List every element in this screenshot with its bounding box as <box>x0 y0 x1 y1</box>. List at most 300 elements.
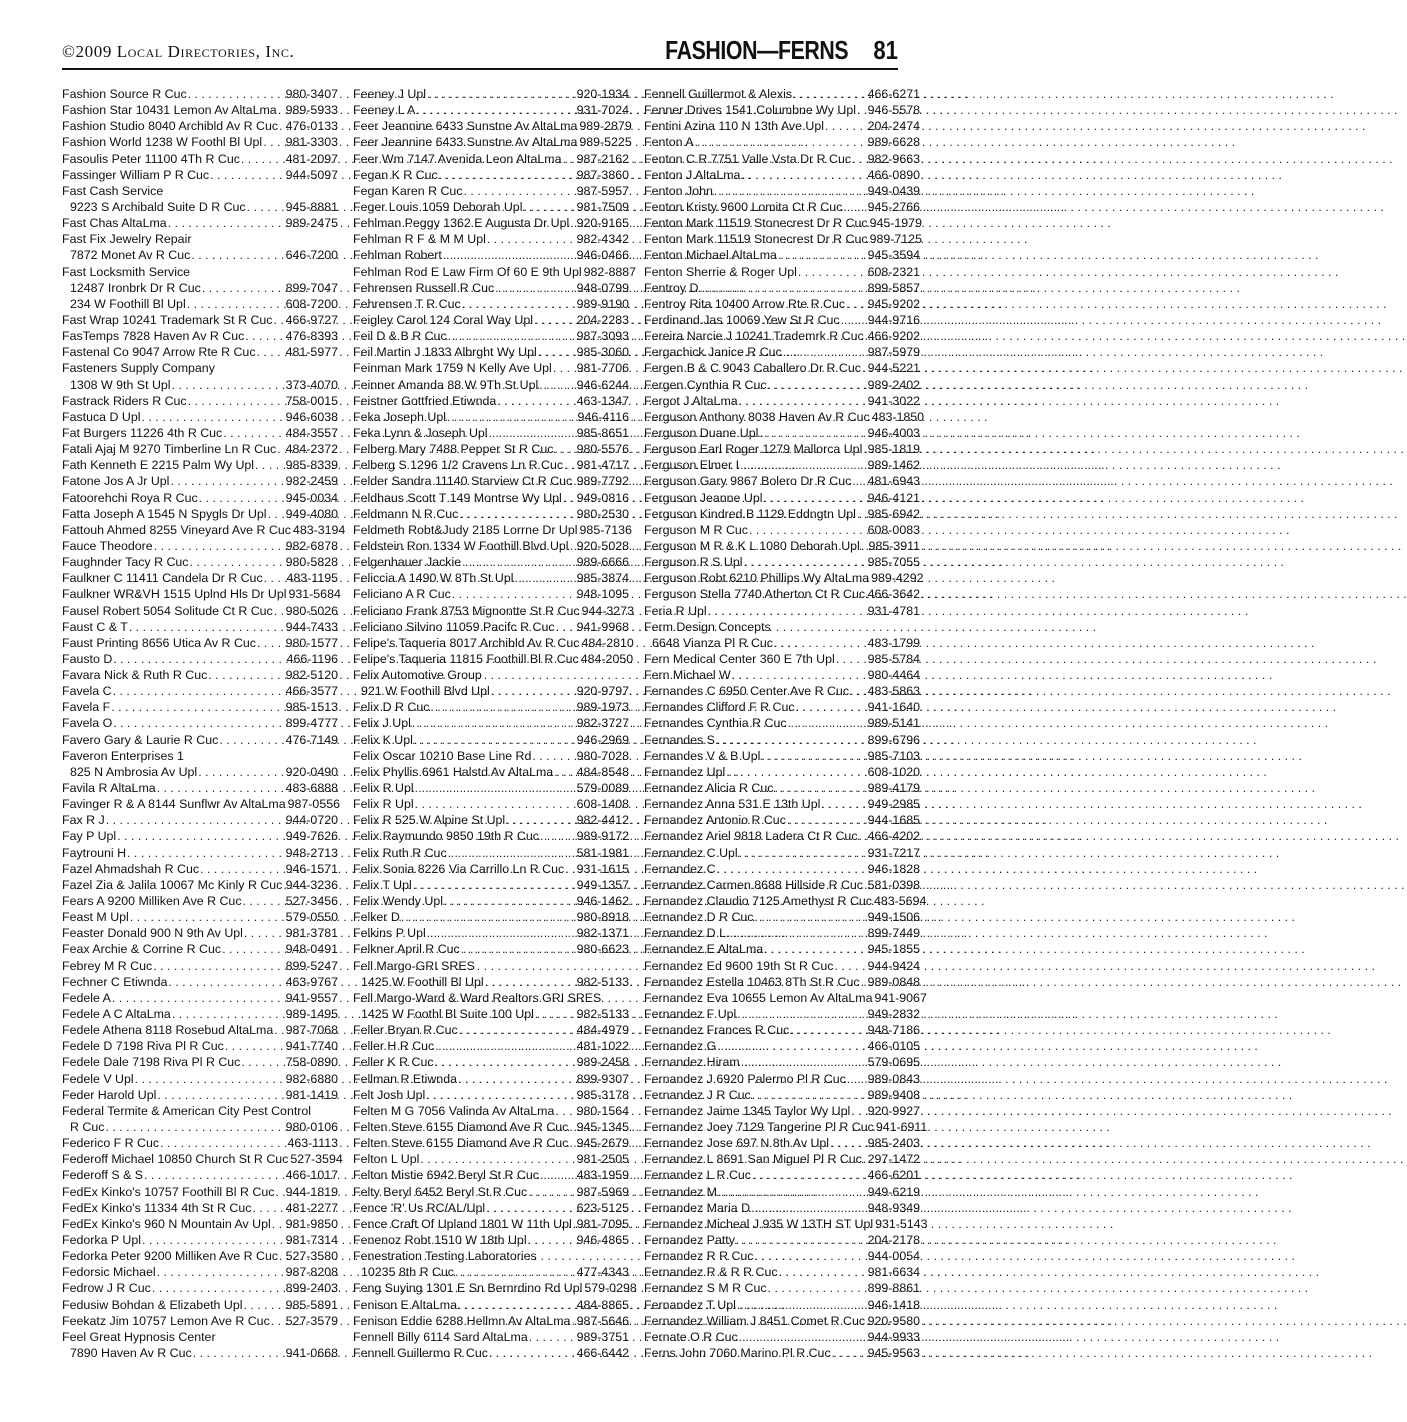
listing-name: Fenison Eddie 6288 Hellmn Av AltaLma <box>353 1313 571 1328</box>
listing-phone: 463-9767 <box>285 974 338 989</box>
listing-name: Fentroy D <box>644 280 699 295</box>
listing-phone: 931-1615 <box>576 861 629 876</box>
listing-phone: 944-7433 <box>285 619 338 634</box>
listing-phone: 483-3194 <box>292 522 346 537</box>
listing-entry <box>62 296 338 312</box>
dot-leader <box>777 247 868 263</box>
listing-name: Fay P Upl <box>62 829 117 844</box>
listing-phone: 945-1345 <box>576 1120 629 1134</box>
dot-leader <box>412 877 577 893</box>
listing-entry <box>644 990 927 1006</box>
dot-leader <box>537 344 577 360</box>
listing-entry <box>62 1184 338 1200</box>
listing-phone: 945-0034 <box>285 490 338 505</box>
dot-leader <box>829 1135 868 1151</box>
listing-entry <box>62 990 338 1006</box>
listing-phone: 373-4070 <box>285 377 338 392</box>
listing-entry <box>62 603 338 619</box>
dot-leader <box>754 1248 868 1264</box>
listing-entry <box>644 877 920 893</box>
listing-name: Fernandez L R Cuc <box>644 1168 751 1183</box>
listing-name: 1425 W Foothill Bl Upl <box>361 974 484 989</box>
listing-phone: 899-7047 <box>285 280 338 295</box>
listing-entry <box>62 328 338 344</box>
listing-name: Fenton A <box>644 135 694 150</box>
dot-leader <box>742 554 867 570</box>
listing-entry <box>644 1151 920 1167</box>
listing-name: Feeney J Upl <box>353 87 427 101</box>
dot-leader <box>694 134 868 150</box>
listing-phone: 980-3407 <box>285 87 338 101</box>
dot-leader <box>490 683 577 699</box>
listing-entry <box>62 974 338 990</box>
listing-phone: 982-5133 <box>576 974 629 989</box>
listing-heading <box>62 231 338 247</box>
listing-name: Fence Craft Of Upland 1801 W 11th Upl <box>353 1216 572 1231</box>
listing-entry <box>62 1280 338 1296</box>
listing-phone: 980-5828 <box>285 555 338 570</box>
listing-entry <box>644 1200 920 1216</box>
listing-name: Feldhaus Scott T 149 Montrse Wy Upl <box>353 490 562 505</box>
listing-name: Federoff S & S <box>62 1168 144 1183</box>
listing-name: Fattouh Ahmed 8255 Vineyard Ave R Cuc <box>62 522 291 537</box>
listing-entry <box>62 554 338 570</box>
listing-entry <box>644 1297 920 1313</box>
listing-entry <box>644 151 920 167</box>
dot-leader <box>760 748 867 764</box>
listing-name: Fernandez Estella 10463 8Th St R Cuc <box>644 974 860 989</box>
listing-entry <box>644 473 920 489</box>
listing-name: Feka Lynn & Joseph Upl <box>353 425 488 440</box>
listing-entry <box>353 1264 629 1280</box>
listing-phone: 985-3060 <box>576 345 629 360</box>
listing-name: Fernandez R & R R Cuc <box>644 1265 778 1280</box>
dot-leader <box>400 909 577 925</box>
dot-leader <box>156 780 286 796</box>
listing-phone: 982-4342 <box>576 232 629 247</box>
listing-heading <box>353 958 629 974</box>
listing-entry <box>62 1119 338 1135</box>
listing-phone: 989-9408 <box>867 1087 920 1102</box>
listing-entry <box>644 1167 920 1183</box>
listing-name: Feller Bryan R Cuc <box>353 1023 458 1038</box>
listing-phone: 948-0799 <box>576 280 629 295</box>
dot-leader <box>748 522 868 538</box>
listing-entry <box>62 312 338 328</box>
listing-entry <box>62 635 338 651</box>
dot-leader <box>564 861 576 877</box>
listing-phone: 946-4116 <box>577 409 629 424</box>
listing-entry <box>62 1297 338 1313</box>
listing-name: Fernandes Clifford F R Cuc <box>644 700 795 715</box>
listing-entry <box>644 1280 920 1296</box>
listing-name: Feliciano A R Cuc <box>353 587 451 602</box>
listing-entry <box>353 344 629 360</box>
listing-name: FedEx Kinko's 11334 4th St R Cuc <box>62 1200 252 1215</box>
dot-leader <box>461 554 576 570</box>
listing-name: Felix D R Cuc <box>353 700 430 715</box>
listing-name: Favero Gary & Laurie R Cuc <box>62 732 219 747</box>
listing-entry <box>353 215 629 231</box>
listing-name: Felix Wendy Upl <box>353 894 443 909</box>
listing-name: Fenenoz Robt 1510 W 18th Upl <box>353 1232 527 1247</box>
listing-entry <box>353 554 629 570</box>
listing-phone: 483-1850 <box>871 409 925 424</box>
listing-name: Favela O <box>62 716 113 731</box>
listing-phone: 944-3273 <box>581 603 634 618</box>
listing-phone: 946-5578 <box>867 103 920 118</box>
listing-name: Fenton C R 7751 Valle Vsta Dr R Cuc <box>644 151 852 166</box>
listing-phone: 989-3751 <box>576 1329 629 1344</box>
listing-entry <box>62 1264 338 1280</box>
dot-leader <box>715 732 868 748</box>
listing-entry <box>644 1264 920 1280</box>
listing-entry <box>353 457 629 473</box>
dot-leader <box>740 1054 868 1070</box>
running-head: FASHION—FERNS <box>664 35 848 65</box>
listing-name: Fernandes Cynthia R Cuc <box>644 716 787 731</box>
listing-name: Fernandez Frances R Cuc <box>644 1023 790 1038</box>
dot-leader <box>751 1167 868 1183</box>
listing-entry <box>353 167 629 183</box>
listing-phone: 989-0848 <box>867 974 920 989</box>
listing-name: Fernandez Upl <box>644 764 726 779</box>
listing-entry <box>644 377 920 393</box>
listing-name: R Cuc <box>70 1120 105 1134</box>
listing-phone: 941-7740 <box>285 1039 338 1054</box>
listing-phone: 980-2530 <box>576 506 629 521</box>
listing-entry <box>62 344 338 360</box>
listing-phone: 481-5977 <box>285 345 338 360</box>
dot-leader <box>797 264 868 280</box>
listing-entry <box>644 845 920 861</box>
listing-phone: 899-7449 <box>867 926 920 941</box>
listing-entry <box>353 473 629 489</box>
listing-name: Fedele A <box>62 990 111 1005</box>
dot-leader <box>856 506 868 522</box>
listing-name: Fernandez Jaime 1345 Taylor Wy Upl <box>644 1103 851 1118</box>
listing-heading <box>644 619 920 635</box>
dot-leader <box>199 861 286 877</box>
dot-leader <box>792 86 868 102</box>
dot-leader <box>553 764 576 780</box>
listing-entry <box>353 748 629 764</box>
dot-leader <box>463 183 577 199</box>
listing-name: Fauce Theodore <box>62 538 153 553</box>
listing-name: Favinger R & A 8144 Sunflwr Av AltaLma <box>62 797 286 812</box>
dot-leader <box>159 1135 287 1151</box>
listing-phone: 946-1462 <box>576 894 629 909</box>
listing-entry <box>644 1103 920 1119</box>
listing-phone: 466-6442 <box>576 1345 629 1360</box>
listing-phone: 982-4412 <box>576 813 629 828</box>
dot-leader <box>786 812 868 828</box>
listing-phone: 646-7200 <box>285 248 338 263</box>
listing-entry <box>644 296 920 312</box>
listing-name: Ferguson Earl Roger 1279 Mallorca Upl <box>644 442 863 457</box>
listing-entry <box>62 1022 338 1038</box>
listing-name: Fashion Star 10431 Lemon Av AltaLma <box>62 103 277 118</box>
listing-name: Felkner April R Cuc <box>353 942 460 957</box>
listing-phone: 481-2277 <box>285 1200 338 1215</box>
listing-phone: 476-8393 <box>285 329 338 344</box>
listing-name: Fazel Zia & Jalila 10067 Mc Kinly R Cuc <box>62 877 283 892</box>
listing-entry <box>644 748 920 764</box>
listing-name: Fenton J AltaLma <box>644 167 741 182</box>
listing-heading <box>62 1329 338 1345</box>
dot-leader <box>698 280 867 296</box>
listing-phone: 982-5120 <box>285 668 338 683</box>
dot-leader <box>277 102 286 118</box>
listing-entry <box>353 199 629 215</box>
listing-name: Feast M Upl <box>62 910 129 925</box>
listing-name: Felberg S 1296 1/2 Cravens Ln R Cuc <box>353 458 564 473</box>
listing-name: 7872 Monet Av R Cuc <box>70 248 191 263</box>
dot-leader <box>835 651 868 667</box>
listing-phone: 941-3022 <box>867 393 920 408</box>
dot-leader <box>845 296 868 312</box>
listing-entry <box>62 215 338 231</box>
listing-entry <box>644 651 920 667</box>
listing-phone: 466-1196 <box>286 651 338 666</box>
listing-name: Ferguson Robt 6210 Phillips Wy AltaLma <box>644 571 870 586</box>
dot-leader <box>554 1103 576 1119</box>
listing-entry <box>353 1087 629 1103</box>
listing-name: Fenton Mark 11519 Stonecrest Dr R Cuc <box>644 232 868 247</box>
dot-leader <box>824 118 868 134</box>
listing-phone: 466-3642 <box>867 587 920 602</box>
listing-phone: 946-0466 <box>576 248 629 263</box>
listing-phone: 527-3594 <box>290 1152 343 1167</box>
listing-name: Faust Printing 8656 Utica Av R Cuc <box>62 635 256 650</box>
listing-entry <box>353 1022 629 1038</box>
listing-entry <box>644 506 920 522</box>
dot-leader <box>713 183 868 199</box>
listing-phone: 944-3236 <box>285 877 338 892</box>
listing-phone: 985-3178 <box>576 1087 629 1102</box>
listing-name: Feka Joseph Upl <box>353 409 446 424</box>
listing-entry <box>644 635 920 651</box>
dot-leader <box>197 764 285 780</box>
dot-leader <box>414 780 577 796</box>
listing-phone: 981-7706 <box>576 361 629 376</box>
listing-name: Ferguson M R Cuc <box>644 522 748 537</box>
dot-leader <box>429 699 576 715</box>
dot-leader <box>496 393 576 409</box>
listing-phone: 481-6943 <box>867 474 920 489</box>
listing-phone: 466-4202 <box>867 829 920 844</box>
listing-name: Felix Phyllis 6961 Halstd Av AltaLma <box>353 764 554 779</box>
listing-entry <box>353 1071 629 1087</box>
listing-phone: 204-2283 <box>576 312 629 327</box>
dot-leader <box>505 812 576 828</box>
listing-name: Fereira Narcie J 10241 Trademrk R Cuc <box>644 329 864 344</box>
listing-phone: 949-6219 <box>867 1184 920 1199</box>
listing-name: Feliciano Frank 8753 Mignontte St R Cuc <box>353 603 580 618</box>
listing-name: Fernandez Anna 531 E 13th Upl <box>644 797 821 812</box>
listing-phone: 758-0015 <box>285 393 338 408</box>
listing-name: Fennell Billy 6114 Sard AltaLma <box>353 1329 528 1344</box>
dot-leader <box>763 941 867 957</box>
listing-phone: 608-1408 <box>576 797 629 812</box>
listing-entry <box>353 683 629 699</box>
listing-entry <box>62 1232 338 1248</box>
listing-entry <box>62 377 338 393</box>
listing-name: Fernandez F Upl <box>644 1007 737 1022</box>
dot-leader <box>716 861 868 877</box>
listing-name: Felix R Upl <box>353 781 414 796</box>
listing-entry <box>644 732 920 748</box>
dot-leader <box>438 167 577 183</box>
listing-phone: 466-1017 <box>285 1168 338 1183</box>
dot-leader <box>262 134 285 150</box>
listing-entry <box>644 1345 920 1361</box>
listing-phone: 948-0491 <box>285 942 338 957</box>
listing-phone: 466-6271 <box>867 87 920 101</box>
listing-phone: 949-2985 <box>867 797 920 812</box>
listing-entry <box>353 893 629 909</box>
listing-phone: 989-9190 <box>576 296 629 311</box>
listing-name: Fegan K R Cuc <box>353 167 438 182</box>
listing-phone: 982-3727 <box>576 716 629 731</box>
dot-leader <box>842 199 867 215</box>
listing-phone: 899-6796 <box>867 732 920 747</box>
listing-heading <box>353 667 629 683</box>
listing-name: Felix Sonia 8226 Via Carrillo Ln R Cuc <box>353 861 565 876</box>
dot-leader <box>552 360 577 376</box>
listing-heading <box>353 990 629 1006</box>
dot-leader <box>224 1038 286 1054</box>
dot-leader <box>169 473 285 489</box>
listing-phone: 623-5125 <box>576 1200 629 1215</box>
listing-name: Fernandez J R Cuc <box>644 1087 751 1102</box>
dot-leader <box>568 1119 576 1135</box>
listing-phone: 944-5097 <box>285 167 338 182</box>
listing-name: Felten Steve 6155 Diamond Ave R Cuc <box>353 1120 569 1134</box>
listing-entry <box>62 1006 338 1022</box>
listing-name: Feller H R Cuc <box>353 1039 435 1054</box>
listing-phone: 987-5969 <box>576 1184 629 1199</box>
listing-name: 825 N Ambrosia Av Upl <box>70 764 198 779</box>
listing-entry <box>644 796 920 812</box>
listing-entry <box>353 280 629 296</box>
listing-name: FedEx Kinko's 960 N Mountain Av Upl <box>62 1216 271 1231</box>
dot-leader <box>112 651 286 667</box>
listing-entry <box>644 360 920 376</box>
listing-name: Fenestration Testing Laboratories <box>353 1249 537 1264</box>
dot-leader <box>105 812 286 828</box>
listing-entry <box>353 183 629 199</box>
dot-leader <box>488 425 577 441</box>
listing-entry <box>62 490 338 506</box>
listing-entry <box>644 102 920 118</box>
listing-name: Fernandez Ed 9600 19th St R Cuc <box>644 958 834 973</box>
dot-leader <box>251 1200 285 1216</box>
dot-leader <box>736 1006 867 1022</box>
listing-name: FedEx Kinko's 10757 Foothill Bl R Cuc <box>62 1184 275 1199</box>
listing-entry <box>353 764 629 780</box>
listing-column-2 <box>353 86 637 1361</box>
dot-leader <box>513 570 576 586</box>
listing-name: Federal Termite & American City Pest Control <box>62 1103 312 1118</box>
listing-entry <box>353 506 629 522</box>
dot-leader <box>758 425 867 441</box>
dot-leader <box>485 1200 577 1216</box>
listing-name: Fernandez Claudio 7125 Amethyst R Cuc <box>644 894 872 909</box>
listing-phone: 581-1981 <box>576 845 629 860</box>
listing-name: Fastenal Co 9047 Arrow Rte R Cuc <box>62 345 256 360</box>
listing-entry <box>62 909 338 925</box>
listing-name: Felberg Mary 7488 Pepper St R Cuc <box>353 442 554 457</box>
dot-leader <box>447 328 577 344</box>
listing-entry <box>644 570 924 586</box>
listing-name: Feldmeth Robt&Judy 2185 Lorrne Dr Upl <box>353 522 578 537</box>
listing-phone: 204-2178 <box>867 1232 920 1247</box>
listing-name: Fenner Drives 1541 Columbne Wy Upl <box>644 103 856 118</box>
listing-name: Favila R AltaLma <box>62 781 156 796</box>
listing-phone: 989-5141 <box>867 716 920 731</box>
listing-heading <box>62 183 338 199</box>
listing-name: Felder Sandra 11140 Starview Ct R Cuc <box>353 474 573 489</box>
listing-phone: 466-9727 <box>285 312 338 327</box>
dot-leader <box>451 586 577 602</box>
dot-leader <box>553 441 576 457</box>
dot-leader <box>486 231 577 247</box>
dot-leader <box>240 1054 285 1070</box>
dot-leader <box>414 796 577 812</box>
listing-phone: 946-2969 <box>576 732 629 747</box>
listing-entry <box>644 522 920 538</box>
listing-name: Feil D & B R Cuc <box>353 329 447 344</box>
dot-leader <box>153 538 286 554</box>
listing-entry <box>644 1038 920 1054</box>
listing-name: 1425 W Foothl Bl Suite 100 Upl <box>361 1007 534 1022</box>
listing-entry <box>62 586 341 602</box>
dot-leader <box>443 893 577 909</box>
dot-leader <box>528 1329 577 1345</box>
listing-phone: 944-0720 <box>285 813 338 828</box>
dot-leader <box>778 1264 868 1280</box>
listing-phone: 579-0089 <box>576 781 629 796</box>
listing-name: Feliciano Silvino 11059 Pacifc R Cuc <box>353 619 555 634</box>
page-header <box>62 28 898 70</box>
dot-leader <box>569 538 577 554</box>
dot-leader <box>538 377 576 393</box>
listing-name: Feeney L A <box>353 103 416 118</box>
listing-name: Fernandez Joey 7129 Tangerine Pl R Cuc <box>644 1120 874 1134</box>
listing-name: Ferguson Stella 7740 Atherton Ct R Cuc <box>644 587 866 602</box>
listing-entry <box>353 603 634 619</box>
listing-name: Fedusiw Bohdan & Elizabeth Upl <box>62 1297 243 1312</box>
listing-phone: 949-0816 <box>576 490 629 505</box>
listing-name: Fernandez Antonio R Cuc <box>644 813 786 828</box>
listing-entry <box>353 1280 637 1296</box>
dot-leader <box>860 974 868 990</box>
listing-name: Fernandez C Upl <box>644 845 738 860</box>
listing-phone: 899-2403 <box>285 1281 338 1296</box>
listing-phone: 946-4003 <box>867 425 920 440</box>
listing-phone: 944-0054 <box>867 1249 920 1264</box>
dot-leader <box>240 151 286 167</box>
listing-phone: 949-0439 <box>867 183 920 198</box>
listing-phone: 945-2766 <box>867 199 920 214</box>
listing-phone: 985-5891 <box>285 1297 338 1312</box>
listing-name: Feaster Donald 900 N 9th Av Upl <box>62 926 243 941</box>
listing-name: Felix T Upl <box>353 877 412 892</box>
listing-phone: 945-9563 <box>867 1345 920 1360</box>
dot-leader <box>539 1167 577 1183</box>
listing-name: 10235 8th R Cuc <box>361 1265 454 1280</box>
